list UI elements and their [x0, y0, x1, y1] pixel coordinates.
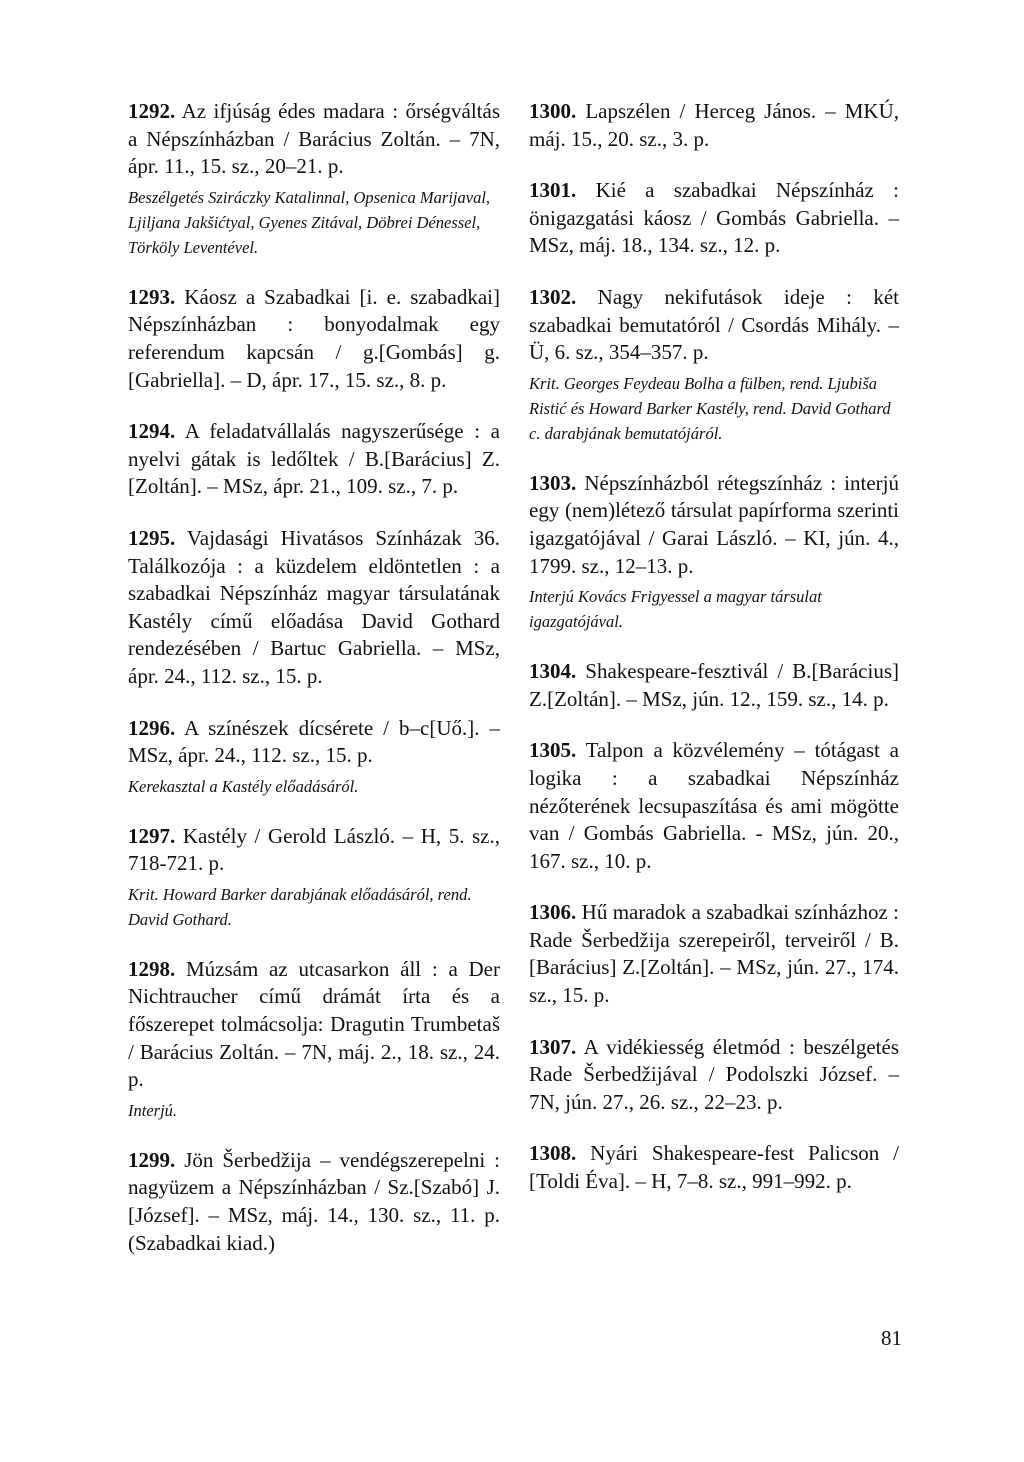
bibliography-entry — [128, 284, 500, 394]
entry-text: Nyári Shakespeare-fest Palicson / [Toldi Éva]. – H, 7–8. sz., 991–992. p. — [529, 1141, 899, 1194]
entry-body — [529, 177, 899, 260]
entry-body — [128, 715, 500, 770]
entry-body — [529, 737, 899, 875]
entry-body — [529, 98, 899, 153]
entry-body — [128, 418, 500, 501]
entry-body — [529, 899, 899, 1009]
right-column — [529, 98, 899, 1220]
entry-text: Múzsám az utcasarkon áll : a Der Nichtraucher című drámát írta és a főszerepet tolmácsolja: Dragutin Trumbetaš / Barácius Zoltán. – 7N, máj. 2., 18. sz., 24. p. — [128, 956, 500, 1092]
bibliography-entry — [128, 715, 500, 799]
entry-number: 1308. — [529, 1141, 577, 1166]
entry-body — [128, 525, 500, 691]
entry-body — [529, 1140, 899, 1195]
entry-text: Hű maradok a szabadkai színházhoz : Rade Šerbedžija szerepeiről, terveiről / B.[Barácius] Z.[Zoltán]. – MSz, jún. 27., 174. sz., 15. p. — [529, 900, 900, 1008]
entry-note: Kerekasztal a Kastély előadásáról. — [128, 776, 359, 796]
bibliography-entry — [529, 1140, 899, 1195]
bibliography-entry — [128, 418, 500, 501]
entry-text: Vajdasági Hivatásos Színházak 36. Találkozója : a küzdelem eldöntetlen : a szabadkai Népszínház magyar társulatának Kastély című előadása David Gothard rendezésében / Bartuc Gabriella. – MSz, ápr. 24., 112. sz., 15. p. — [128, 525, 500, 688]
entry-note: Interjú. — [128, 1100, 178, 1120]
entry-number: 1302. — [529, 284, 577, 309]
bibliography-entry — [529, 470, 899, 634]
entry-text: Nagy nekifutások ideje : két szabadkai bemutatóról / Csordás Mihály. – Ü, 6. sz., 354–357. p. — [529, 284, 900, 365]
page-number: 81 — [881, 1326, 902, 1350]
entry-body — [128, 284, 500, 394]
bibliography-entry — [128, 1147, 500, 1257]
bibliography-entry — [529, 177, 899, 260]
bibliography-entry — [128, 956, 500, 1123]
entry-number: 1297. — [128, 823, 176, 848]
entry-text: Kastély / Gerold László. – H, 5. sz., 718-721. p. — [128, 823, 501, 876]
bibliography-entry — [128, 525, 500, 691]
entry-number: 1301. — [529, 178, 577, 203]
entry-number: 1305. — [529, 738, 577, 763]
bibliography-entry — [128, 823, 500, 932]
entry-body — [128, 956, 500, 1094]
bibliography-entry — [529, 658, 899, 713]
entry-text: Shakespeare-fesztivál / B.[Barácius] Z.[Zoltán]. – MSz, jún. 12., 159. sz., 14. p. — [529, 659, 900, 711]
entry-number: 1293. — [128, 284, 176, 309]
entry-note: Interjú Kovács Frigyessel a magyar társulat igazgatójával. — [529, 587, 822, 632]
entry-text: Káosz a Szabadkai [i. e. szabadkai] Népszínházban : bonyodalmak egy referendum kapcsán / g.[Gombás] g.[Gabriella]. – D, ápr. 17., 15. sz., 8. p. — [128, 284, 501, 392]
entry-number: 1306. — [529, 900, 577, 925]
bibliography-entry — [529, 1034, 899, 1117]
entry-body — [529, 658, 899, 713]
entry-text: A színészek dícsérete / b–c[Uő.]. – MSz, ápr. 24., 112. sz., 15. p. — [128, 715, 500, 768]
entry-text: Népszínházból rétegszínház : interjú egy (nem)létező társulat papírforma szerinti igazgatójával / Garai László. – KI, jún. 4., 1799. sz., 12–13. p. — [529, 470, 899, 578]
entry-body — [128, 1147, 500, 1257]
entry-number: 1294. — [128, 419, 176, 444]
bibliography-entry — [529, 899, 899, 1009]
entry-text: A feladatvállalás nagyszerűsége : a nyelvi gátak is ledőltek / B.[Barácius] Z.[Zoltán]. – MSz, ápr. 21., 109. sz., 7. p. — [128, 419, 500, 499]
entry-number: 1295. — [128, 525, 176, 550]
entry-text: Lapszélen / Herceg János. – MKÚ, máj. 15., 20. sz., 3. p. — [529, 99, 900, 151]
entry-number: 1296. — [128, 715, 176, 740]
left-column — [128, 98, 500, 1281]
entry-number: 1307. — [529, 1034, 577, 1059]
entry-number: 1298. — [128, 956, 176, 981]
entry-body — [128, 823, 500, 878]
bibliography-entry — [529, 737, 899, 875]
entry-body — [529, 470, 899, 580]
entry-note: Krit. Georges Feydeau Bolha a fülben, rend. Ljubiša Ristić és Howard Barker Kastély, rend. David Gothard c. darabjának bemutatójáról. — [529, 373, 891, 443]
entry-number: 1300. — [529, 99, 577, 123]
entry-note: Krit. Howard Barker darabjának előadásáról, rend. David Gothard. — [128, 884, 472, 929]
entry-text: Talpon a közvélemény – tótágast a logika : a szabadkai Népszínház nézőterének lecsupaszítása és ami mögötte van / Gombás Gabriella. - MSz, jún. 20., 167. sz., 10. p. — [529, 738, 899, 873]
entry-number: 1304. — [529, 659, 577, 684]
entry-note: Beszélgetés Sziráczky Katalinnal, Opsenica Marijaval, Ljiljana Jakšićtyal, Gyenes Zitával, Döbrei Dénessel, Törköly Leventével. — [128, 187, 491, 257]
entry-number: 1299. — [128, 1147, 176, 1172]
entry-number: 1303. — [529, 470, 577, 495]
entry-text: Kié a szabadkai Népszínház : önigazgatási káosz / Gombás Gabriella. – MSz, máj. 18., 134. sz., 12. p. — [529, 178, 899, 258]
entry-number: 1292. — [128, 99, 176, 123]
bibliography-entry — [529, 98, 899, 153]
entry-text: Jön Šerbedžija – vendégszerepelni : nagyüzem a Népszínházban / Sz.[Szabó] J.[József]. – MSz, máj. 14., 130. sz., 11. p. (Szabadkai kiad.) — [128, 1147, 501, 1255]
entry-body — [529, 1034, 899, 1117]
entry-text: Az ifjúság édes madara : őrségváltás a Népszínházban / Barácius Zoltán. – 7N, ápr. 11., 15. sz., 20–21. p. — [128, 99, 500, 179]
entry-text: A vidékiesség életmód : beszélgetés Rade Šerbedžijával / Podolszki József. – 7N, jún. 27., 26. sz., 22–23. p. — [529, 1034, 899, 1114]
entry-body — [529, 284, 899, 367]
bibliography-entry — [529, 284, 899, 446]
bibliography-entry — [128, 98, 500, 260]
entry-body — [128, 98, 500, 181]
